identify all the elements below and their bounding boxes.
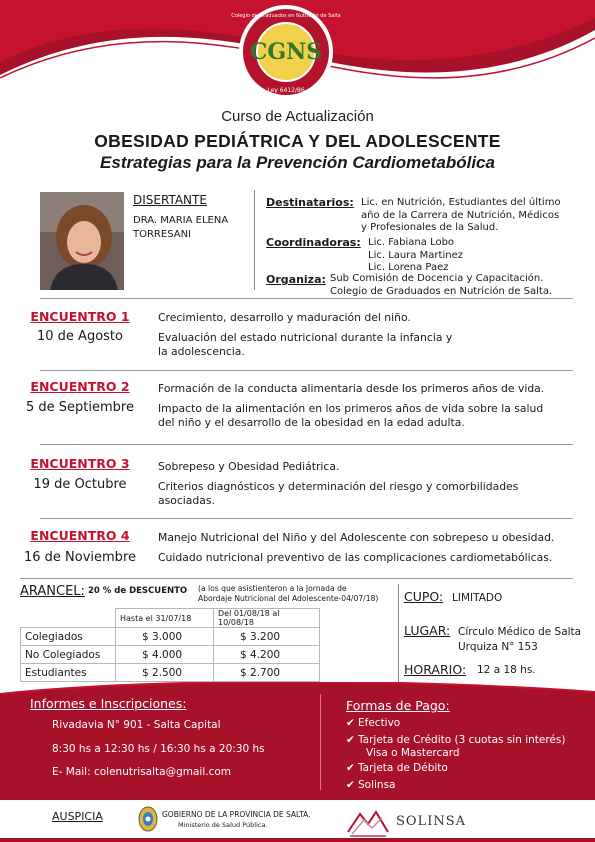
encuentro-3-label: ENCUENTRO 3: [30, 456, 130, 471]
payment-item: [346, 762, 448, 775]
vertical-separator: [320, 694, 321, 790]
salta-coat-of-arms-icon: [138, 806, 158, 832]
encuentro-1-date: 10 de Agosto: [37, 329, 123, 344]
payment-item: [346, 779, 395, 792]
divider: [40, 298, 573, 299]
svg-text:Ley 6412/86: Ley 6412/86: [267, 87, 305, 94]
encuentro-1-topics: [158, 311, 588, 359]
organiza-value: [330, 273, 552, 298]
table-cell: $ 3.200: [214, 628, 320, 646]
payment-label: Formas de Pago:: [346, 698, 450, 713]
divider: [20, 578, 573, 579]
coordinadora-line: Lic. Laura Martinez: [368, 249, 463, 261]
topic-line: Impacto de la alimentación en los primeros años de vida sobre la salud: [158, 402, 544, 415]
check-icon: ✔: [346, 734, 355, 746]
solinsa-logo-icon: [346, 806, 390, 838]
cupo-value: LIMITADO: [452, 592, 503, 604]
topic-line: Manejo Nutricional del Niño y del Adolescente con sobrepeso u obesidad.: [158, 531, 555, 544]
topic-line: Criterios diagnósticos y determinación del riesgo y comorbilidades: [158, 480, 519, 493]
payment-item-label: Tarjeta de Crédito (3 cuotas sin interés): [358, 734, 566, 746]
course-pretitle: Curso de Actualización: [221, 108, 374, 125]
cupo-label: CUPO:: [404, 589, 444, 604]
topic-line: asociadas.: [158, 494, 215, 507]
lecturer-name-line2: TORRESANI: [133, 229, 191, 240]
organiza-label: Organiza:: [266, 273, 326, 286]
destinatarios-line: año de la Carrera de Nutrición, Médicos: [361, 209, 560, 221]
payment-item-label: Tarjeta de Débito: [358, 762, 448, 774]
table-cell: $ 3.000: [116, 628, 214, 646]
table-header-cell: [21, 609, 116, 628]
table-header-row: [21, 609, 320, 628]
payment-item-label: Efectivo: [358, 717, 401, 729]
solinsa-name: SOLINSA: [396, 814, 467, 829]
lugar-value: [458, 625, 581, 655]
lecturer-name: [133, 214, 253, 242]
destinatarios-label: Destinatarios:: [266, 196, 354, 209]
topic-line: Cuidado nutricional preventivo de las complicaciones cardiometabólicas.: [158, 551, 553, 564]
encuentro-2-date: 5 de Septiembre: [26, 400, 134, 415]
table-cell: $ 4.200: [214, 646, 320, 664]
divider: [40, 370, 573, 371]
discount-note-line: Abordaje Nutricional del Adolescente-04/07/18): [198, 594, 379, 603]
svg-text:Colegio de Graduados en Nutric: Colegio de Graduados en Nutrición de Salta: [231, 13, 341, 19]
topic-line: Sobrepeso y Obesidad Pediátrica.: [158, 460, 340, 473]
contact-email[interactable]: E- Mail: colenutrisalta@gmail.com: [52, 766, 231, 778]
check-icon: ✔: [346, 779, 355, 791]
lecturer-photo: [40, 192, 124, 290]
topic-line: Crecimiento, desarrollo y maduración del niño.: [158, 311, 411, 324]
bottom-bar: [0, 838, 595, 842]
sponsors-label: AUSPICIA: [52, 810, 103, 823]
gov-line2: Ministerio de Salud Pública.: [178, 821, 268, 829]
vertical-separator: [398, 584, 399, 684]
contact-label: Informes e Inscripciones:: [30, 696, 187, 711]
encuentro-3-topics: [158, 460, 588, 508]
topic-line: Evaluación del estado nutricional durante la infancia y: [158, 331, 453, 344]
coordinadoras-value: [368, 237, 463, 275]
payment-item: [346, 717, 400, 730]
check-icon: ✔: [346, 717, 355, 729]
topic-line: la adolescencia.: [158, 345, 245, 358]
table-cell: Colegiados: [21, 628, 116, 646]
encuentro-2-topics: [158, 382, 588, 430]
payment-item-label: Solinsa: [358, 779, 396, 791]
topic-line: Formación de la conducta alimentaria desde los primeros años de vida.: [158, 382, 545, 395]
lugar-label: LUGAR:: [404, 623, 451, 638]
encuentro-4-label: ENCUENTRO 4: [30, 528, 130, 543]
lugar-line: Círculo Médico de Salta: [458, 626, 582, 638]
organiza-line: Colegio de Graduados en Nutrición de Salta.: [330, 285, 553, 297]
table-cell: $ 4.000: [116, 646, 214, 664]
destinatarios-line: Lic. en Nutrición, Estudiantes del último: [361, 197, 561, 208]
discount-note: [198, 584, 408, 604]
encuentro-1-label: ENCUENTRO 1: [30, 309, 130, 324]
check-icon: ✔: [346, 762, 355, 774]
destinatarios-value: [361, 197, 561, 235]
lecturer-label: DISERTANTE: [133, 193, 207, 207]
table-row: [21, 628, 320, 646]
lecturer-name-line1: DRA. MARIA ELENA: [133, 215, 229, 226]
course-subtitle: Estrategias para la Prevención Cardiometabólica: [100, 153, 495, 172]
payment-card-note: Visa o Mastercard: [366, 747, 460, 759]
coordinadora-line: Lic. Lorena Paez: [368, 262, 449, 273]
contact-hours: 8:30 hs a 12:30 hs / 16:30 hs a 20:30 hs: [52, 743, 265, 755]
contact-address: Rivadavia N° 901 - Salta Capital: [52, 719, 221, 731]
college-logo: [227, 2, 345, 102]
divider: [40, 518, 573, 519]
coordinadora-line: Lic. Fabiana Lobo: [368, 237, 455, 248]
encuentro-3-date: 19 de Octubre: [33, 477, 127, 492]
table-cell: $ 2.500: [116, 664, 214, 682]
discount-label: 20 % de DESCUENTO: [88, 586, 188, 596]
table-row: [21, 664, 320, 682]
destinatarios-line: y Profesionales de la Salud.: [361, 222, 499, 233]
payment-item: [346, 734, 565, 760]
table-header-cell: Hasta el 31/07/18: [116, 609, 214, 628]
encuentro-4-topics: [158, 531, 590, 565]
table-cell: No Colegiados: [21, 646, 116, 664]
topic-line: del niño y el desarrollo de la obesidad en la edad adulta.: [158, 416, 465, 429]
vertical-separator: [254, 190, 255, 290]
divider: [40, 444, 573, 445]
table-header-cell: Del 01/08/18 al 10/08/18: [214, 609, 320, 628]
horario-label: HORARIO:: [404, 662, 467, 677]
encuentro-4-date: 16 de Noviembre: [23, 550, 136, 565]
svg-text:CGNS: CGNS: [249, 39, 323, 65]
table-row: [21, 646, 320, 664]
discount-note-line: (a los que asistienteron a la Jornada de: [198, 584, 347, 593]
course-title: OBESIDAD PEDIÁTRICA Y DEL ADOLESCENTE: [94, 131, 501, 151]
arancel-label: ARANCEL:: [20, 584, 85, 599]
table-cell: Estudiantes: [21, 664, 116, 682]
lugar-line: Urquiza N° 153: [458, 641, 538, 653]
encuentro-2-label: ENCUENTRO 2: [30, 379, 130, 394]
fees-table: [20, 608, 320, 682]
table-cell: $ 2.700: [214, 664, 320, 682]
coordinadoras-label: Coordinadoras:: [266, 236, 361, 249]
organiza-line: Sub Comisión de Docencia y Capacitación.: [330, 273, 544, 284]
gov-line1: GOBIERNO DE LA PROVINCIA DE SALTA.: [162, 810, 311, 819]
horario-value: 12 a 18 hs.: [477, 664, 536, 676]
